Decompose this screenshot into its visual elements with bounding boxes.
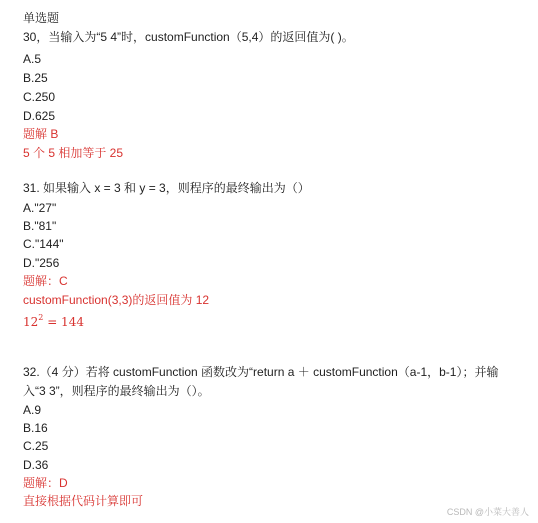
question-32-stem-continued: 入“3 3”，则程序的最终输出为（）。 (23, 384, 210, 398)
question-30-option-d: D.625 (23, 109, 56, 123)
question-30-option-a: A.5 (23, 52, 42, 66)
question-31-answer: 题解：C (23, 274, 68, 288)
question-31-option-a: A."27" (23, 201, 57, 215)
equation-exponent: 2 (38, 313, 44, 322)
question-30-stem: 30，当输入为“5 4”时，customFunction（5,4）的返回值为( )。 (23, 30, 354, 44)
question-32-option-d: D.36 (23, 458, 49, 472)
question-31-equation (23, 311, 84, 330)
question-32-stem: 32.（4 分）若将 customFunction 函数改为“return a ＋ customFunction（a-1，b-1）；并输 (23, 365, 499, 379)
question-32-option-b: B.16 (23, 421, 48, 435)
equation-result: = 144 (43, 315, 84, 329)
question-32-explanation: 直接根据代码计算即可 (23, 494, 144, 508)
question-30-answer: 题解 B (23, 127, 59, 141)
question-32-option-c: C.25 (23, 439, 49, 453)
equation-base: 12 (23, 315, 39, 329)
question-30-option-b: B.25 (23, 71, 48, 85)
question-30-explanation: 5 个 5 相加等于 25 (23, 146, 124, 160)
question-31-explanation: customFunction(3,3)的返回值为 12 (23, 293, 210, 307)
question-31-option-b: B."81" (23, 219, 57, 233)
watermark: CSDN @小菜大善人 (446, 507, 529, 517)
question-31-option-d: D."256 (23, 256, 60, 270)
question-32-option-a: A.9 (23, 403, 42, 417)
section-title: 单选题 (23, 11, 60, 25)
question-30-option-c: C.250 (23, 90, 56, 104)
question-31-option-c: C."144" (23, 237, 64, 251)
question-32-answer: 题解：D (23, 476, 68, 490)
question-31-stem: 31. 如果输入 x = 3 和 y = 3，则程序的最终输出为（） (23, 181, 310, 195)
